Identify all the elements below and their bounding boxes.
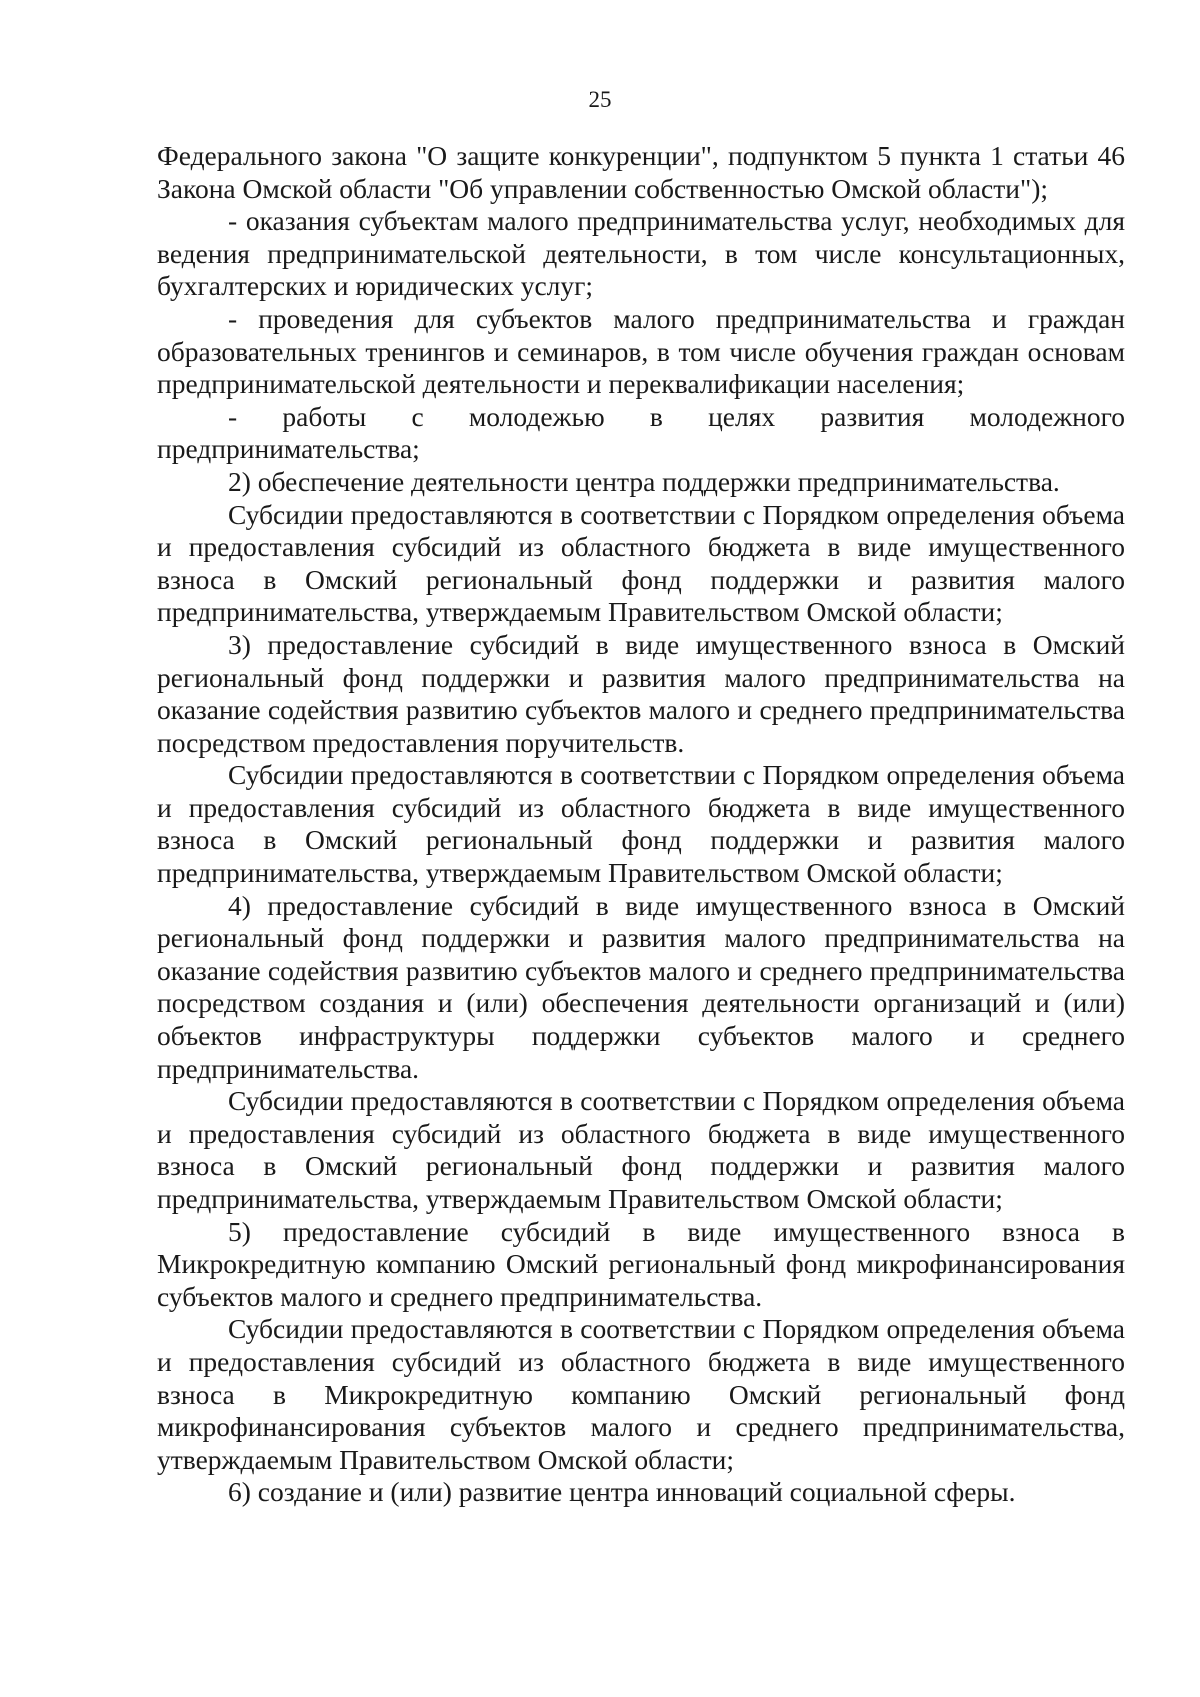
paragraph-subsidy-order-3: Субсидии предоставляются в соответствии с Порядком определения объема и предоставления субсидий из областного бюджета в виде имущественного взноса в Омский региональный фонд поддержки и развития малого предпринимательства, утверждаемым Правительством Омской области; xyxy=(157,1085,1125,1214)
paragraph-item-2: 2) обеспечение деятельности центра поддержки предпринимательства. xyxy=(228,465,1060,497)
paragraph-youth-work: - работы с молодежью в целях развития молодежного предпринимательства; xyxy=(157,400,1125,465)
document-body xyxy=(157,140,1125,1509)
paragraph-item-6: 6) создание и (или) развитие центра инноваций социальной сферы. xyxy=(228,1476,1016,1508)
paragraph-subsidy-order-2: Субсидии предоставляются в соответствии с Порядком определения объема и предоставления субсидий из областного бюджета в виде имущественного взноса в Омский региональный фонд поддержки и развития малого предпринимательства, утверждаемым Правительством Омской области; xyxy=(157,759,1125,889)
paragraph-subsidy-order-4: Субсидии предоставляются в соответствии с Порядком определения объема и предоставления субсидий из областного бюджета в виде имущественного взноса в Микрокредитную компанию Омский региональный фонд микрофинансирования субъектов малого и среднего предпринимательства, утверждаемым Правительством Омской области; xyxy=(157,1313,1125,1475)
paragraph-item-4: 4) предоставление субсидий в виде имущественного взноса в Омский региональный фонд поддержки и развития малого предпринимательства на оказание содействия развитию субъектов малого и среднего предпринимательства посредством создания и (или) обеспечения деятельности организаций и (или) объектов инфраструктуры поддержки субъектов малого и среднего предпринимательства. xyxy=(157,889,1125,1084)
page-number: 25 xyxy=(588,87,612,112)
paragraph-subsidy-order-1: Субсидии предоставляются в соответствии с Порядком определения объема и предоставления субсидий из областного бюджета в виде имущественного взноса в Омский региональный фонд поддержки и развития малого предпринимательства, утверждаемым Правительством Омской области; xyxy=(157,498,1125,628)
paragraph-continuation: Федерального закона "О защите конкуренции", подпунктом 5 пункта 1 статьи 46 Закона Омской области "Об управлении собственностью Омской области"); xyxy=(157,140,1125,204)
paragraph-trainings: - проведения для субъектов малого предпринимательства и граждан образовательных тренингов и семинаров, в том числе обучения граждан основам предпринимательской деятельности и переквалификации населения; xyxy=(157,302,1125,400)
paragraph-item-3: 3) предоставление субсидий в виде имущественного взноса в Омский региональный фонд поддержки и развития малого предпринимательства на оказание содействия развитию субъектов малого и среднего предпринимательства посредством предоставления поручительств. xyxy=(157,628,1125,758)
paragraph-consulting-services: - оказания субъектам малого предпринимательства услуг, необходимых для ведения предпринимательской деятельности, в том числе консультационных, бухгалтерских и юридических услуг; xyxy=(157,205,1125,302)
paragraph-item-5: 5) предоставление субсидий в виде имущественного взноса в Микрокредитную компанию Омский региональный фонд микрофинансирования субъектов малого и среднего предпринимательства. xyxy=(157,1215,1125,1312)
